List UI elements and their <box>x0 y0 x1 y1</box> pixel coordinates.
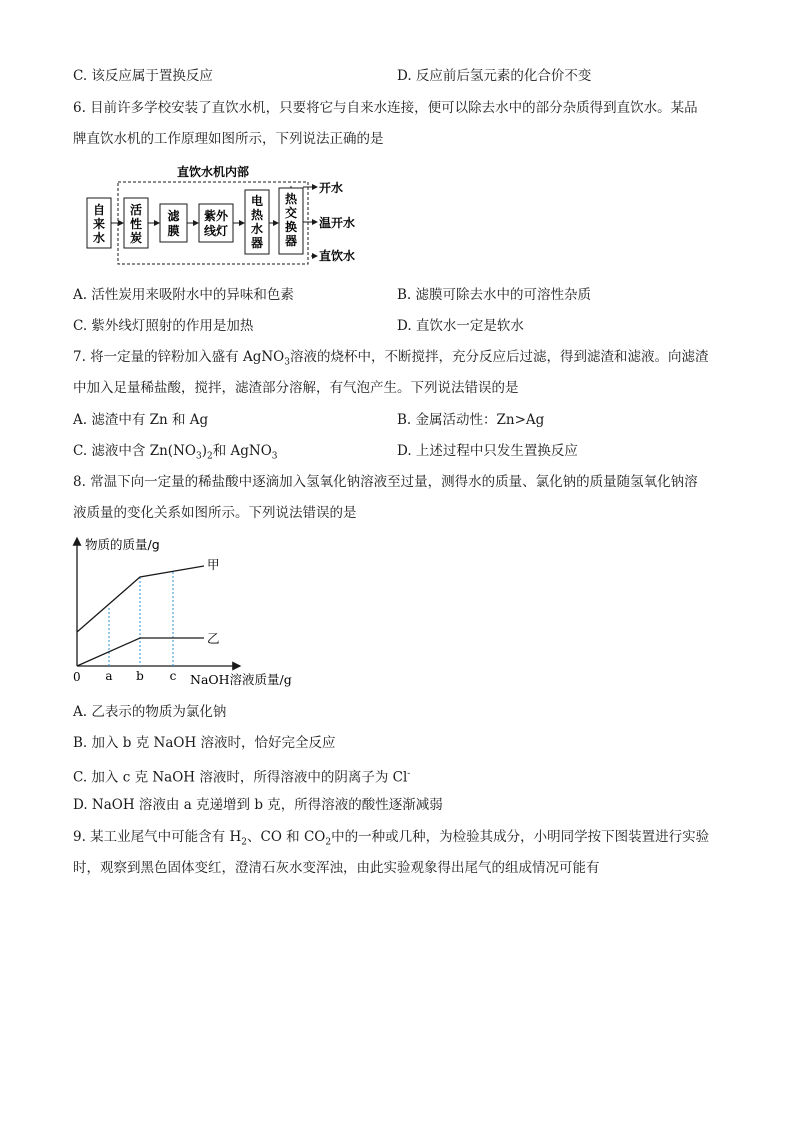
diagram-step5-char-4: 器 <box>284 234 298 248</box>
q8-option-b: B. 加入 b 克 NaOH 溶液时，恰好完全反应 <box>73 735 336 751</box>
q9-stem-line2: 时，观察到黑色固体变红，澄清石灰水变浑浊，由此实验观象得出尾气的组成情况可能有 <box>73 860 600 876</box>
q7-stem-line1: 7. 将一定量的锌粉加入盛有 AgNO$_3$溶液的烧杯中，不断搅拌，充分反应后过滤，得到滤渣和滤液。向滤渣 <box>73 349 709 368</box>
diagram-step2-char-2: 膜 <box>167 224 180 238</box>
diagram-output-warm: 温开水 <box>319 216 356 230</box>
diagram-step1-char-1: 活 <box>129 203 143 217</box>
q8-mass-chart <box>68 532 318 692</box>
diagram-output-boiling: 开水 <box>319 181 344 195</box>
diagram-step3-line-1: 紫外 <box>203 209 229 223</box>
q6-option-d: D. 直饮水一定是软水 <box>397 318 524 334</box>
q8-option-d: D. NaOH 溶液由 a 克递增到 b 克，所得溶液的酸性逐渐减弱 <box>73 797 443 813</box>
chart-series-yi-label: 乙 <box>207 631 220 646</box>
q7-option-c: C. 滤液中含 $Zn(NO_3)_2$和 AgNO$_3$ <box>73 443 278 462</box>
diagram-step5-char-1: 热 <box>284 192 298 206</box>
q7-option-d: D. 上述过程中只发生置换反应 <box>397 443 578 459</box>
q5-option-c: C. 该反应属于置换反应 <box>73 68 213 84</box>
diagram-source-char-3: 水 <box>92 231 106 245</box>
chart-series-jia-label: 甲 <box>207 557 220 572</box>
chart-x-label: NaOH溶液质量/g <box>190 672 292 687</box>
q8-stem-line2: 液质量的变化关系如图所示。下列说法错误的是 <box>73 505 357 521</box>
q8-option-c: C. 加入 c 克 NaOH 溶液时，所得溶液中的阴离子为 Cl- <box>73 769 411 786</box>
diagram-step3-line-2: 线灯 <box>203 224 229 238</box>
q6-water-machine-diagram <box>85 160 375 272</box>
q6-option-c: C. 紫外线灯照射的作用是加热 <box>73 318 254 334</box>
chart-tick-c: c <box>169 669 177 683</box>
q6-stem-line1: 6. 目前许多学校安装了直饮水机，只要将它与自来水连接，便可以除去水中的部分杂质得到直饮水。某品 <box>73 100 698 116</box>
diagram-step4-char-1: 电 <box>250 194 264 208</box>
diagram-step5-char-2: 交 <box>284 206 298 220</box>
diagram-output-direct: 直饮水 <box>319 249 356 263</box>
chart-origin-label: 0 <box>73 670 81 684</box>
q7-stem-line2: 中加入足量稀盐酸，搅拌，滤渣部分溶解，有气泡产生。下列说法错误的是 <box>73 380 519 396</box>
chart-tick-b: b <box>136 669 144 683</box>
q6-stem-line2: 牌直饮水机的工作原理如图所示，下列说法正确的是 <box>73 131 384 147</box>
diagram-step1-char-3: 炭 <box>129 231 143 245</box>
diagram-step2-char-1: 滤 <box>167 209 180 223</box>
q9-stem-line1: 9. 某工业尾气中可能含有 $H_2$、CO 和 $CO_2$中的一种或几种，为检验其成分，小明同学按下图装置进行实验 <box>73 829 710 848</box>
q7-option-a: A. 滤渣中有 Zn 和 Ag <box>73 412 209 428</box>
diagram-step1-char-2: 性 <box>129 217 143 231</box>
q6-option-a: A. 活性炭用来吸附水中的异味和色素 <box>73 287 294 303</box>
chart-y-label: 物质的质量/g <box>85 537 160 552</box>
diagram-source-char-1: 自 <box>92 203 106 217</box>
diagram-title: 直饮水机内部 <box>176 165 250 179</box>
q5-option-d: D. 反应前后氢元素的化合价不变 <box>397 68 592 84</box>
diagram-step5-char-3: 换 <box>284 220 298 234</box>
q8-stem-line1: 8. 常温下向一定量的稀盐酸中逐滴加入氢氧化钠溶液至过量，测得水的质量、氯化钠的质量随氢氧化钠溶 <box>73 474 698 490</box>
diagram-step4-char-2: 热 <box>250 208 264 222</box>
chart-tick-a: a <box>105 669 113 683</box>
q6-option-b: B. 滤膜可除去水中的可溶性杂质 <box>397 287 592 303</box>
q8-option-a: A. 乙表示的物质为氯化钠 <box>73 704 227 720</box>
diagram-step4-char-3: 水 <box>250 222 264 236</box>
q7-option-b: B. 金属活动性：Zn>Ag <box>397 412 545 428</box>
diagram-step4-char-4: 器 <box>250 236 264 250</box>
diagram-source-char-2: 来 <box>92 217 106 231</box>
